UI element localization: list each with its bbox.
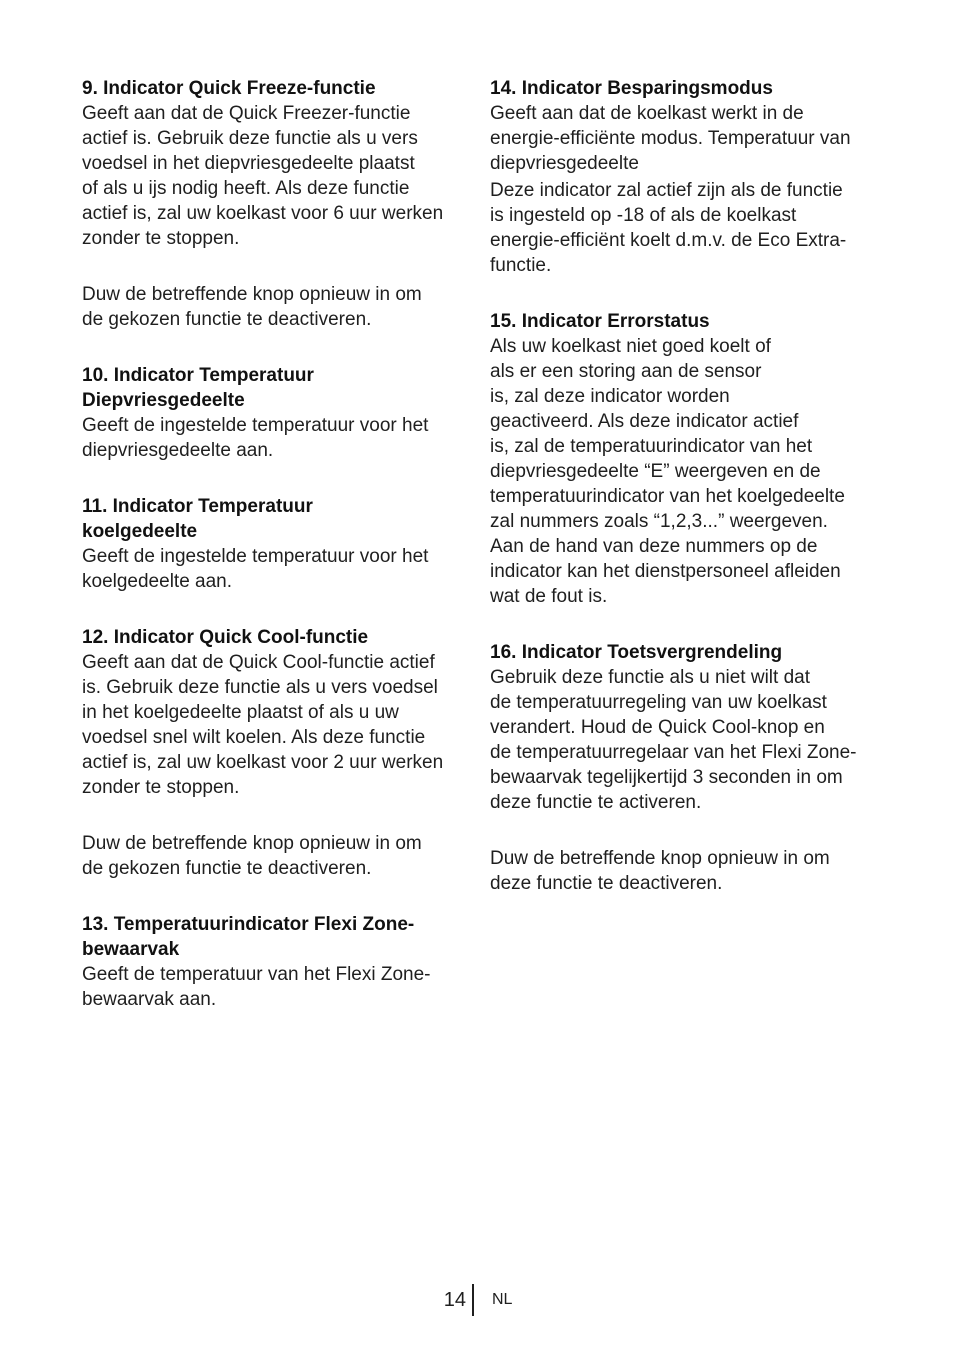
section-quick-cool-indicator — [82, 625, 464, 881]
section-body: Gebruik deze functie als u niet wilt dat de temperatuurregeling van uw koelkast verandert. Houd de Quick Cool-knop en de temperatuurregelaar van het Flexi Zone- bewaarvak tegelijkertijd 3 seconden in om deze functie te activeren. — [490, 667, 857, 813]
section-body: Duw de betreffende knop opnieuw in om de gekozen functie te deactiveren. — [82, 833, 422, 879]
section-body: Geeft de ingestelde temperatuur voor het koelgedeelte aan. — [82, 546, 429, 592]
page-footer — [0, 1284, 954, 1316]
section-heading: 15. Indicator Errorstatus — [490, 311, 710, 332]
right-column — [490, 76, 874, 927]
language-code: NL — [492, 1291, 513, 1308]
section-eco-mode-indicator — [490, 76, 874, 278]
section-body: Als uw koelkast niet goed koelt of als er een storing aan de sensor is, zal deze indicator worden geactiveerd. Als deze indicator actief is, zal de temperatuurindicator van het diepvriesgedeelte “E” weergeven en de temperatuurindicator van het koelgedeelte zal nummers zoals “1,2,3...” weergeven. Aan de hand van deze nummers op de indicator kan het dienstpersoneel afleiden wat de fout is. — [490, 336, 845, 607]
section-heading: 13. Temperatuurindicator Flexi Zone- bewaarvak — [82, 914, 415, 960]
section-flexi-zone-temperature-indicator — [82, 912, 464, 1012]
section-heading: 11. Indicator Temperatuur koelgedeelte — [82, 496, 313, 542]
section-body: Geeft aan dat de Quick Cool-functie actief is. Gebruik deze functie als u vers voedsel in het koelgedeelte plaatst of als u uw voedsel snel wilt koelen. Als deze functie actief is, zal uw koelkast voor 2 uur werken zonder te stoppen. — [82, 652, 444, 798]
section-quick-freeze-indicator — [82, 76, 464, 332]
section-freezer-temperature-indicator — [82, 363, 464, 463]
section-heading: 16. Indicator Toetsvergrendeling — [490, 642, 783, 663]
section-body: Geeft de temperatuur van het Flexi Zone- bewaarvak aan. — [82, 964, 431, 1010]
footer-divider — [472, 1284, 474, 1316]
section-key-lock-indicator — [490, 640, 874, 896]
section-body: Geeft aan dat de koelkast werkt in de energie-efficiënte modus. Temperatuur van diepvriesgedeelte — [490, 103, 851, 174]
section-heading: 9. Indicator Quick Freeze-functie — [82, 78, 376, 99]
section-body: Duw de betreffende knop opnieuw in om de gekozen functie te deactiveren. — [82, 284, 422, 330]
page-number: 14 — [443, 1289, 466, 1311]
section-error-status-indicator — [490, 309, 874, 609]
section-fridge-temperature-indicator — [82, 494, 464, 594]
section-body: Geeft de ingestelde temperatuur voor het diepvriesgedeelte aan. — [82, 415, 429, 461]
section-heading: 14. Indicator Besparingsmodus — [490, 78, 773, 99]
section-body: Geeft aan dat de Quick Freezer-functie actief is. Gebruik deze functie als u vers voedsel in het diepvriesgedeelte plaatst of als u ijs nodig heeft. Als deze functie actief is, zal uw koelkast voor 6 uur werken zonder te stoppen. — [82, 103, 444, 249]
left-column — [82, 76, 464, 1043]
section-heading: 12. Indicator Quick Cool-functie — [82, 627, 369, 648]
section-heading: 10. Indicator Temperatuur Diepvriesgedeelte — [82, 365, 314, 411]
section-body: Duw de betreffende knop opnieuw in om deze functie te deactiveren. — [490, 848, 830, 894]
section-body: Deze indicator zal actief zijn als de functie is ingesteld op -18 of als de koelkast energie-efficiënt koelt d.m.v. de Eco Extra- functie. — [490, 180, 847, 276]
